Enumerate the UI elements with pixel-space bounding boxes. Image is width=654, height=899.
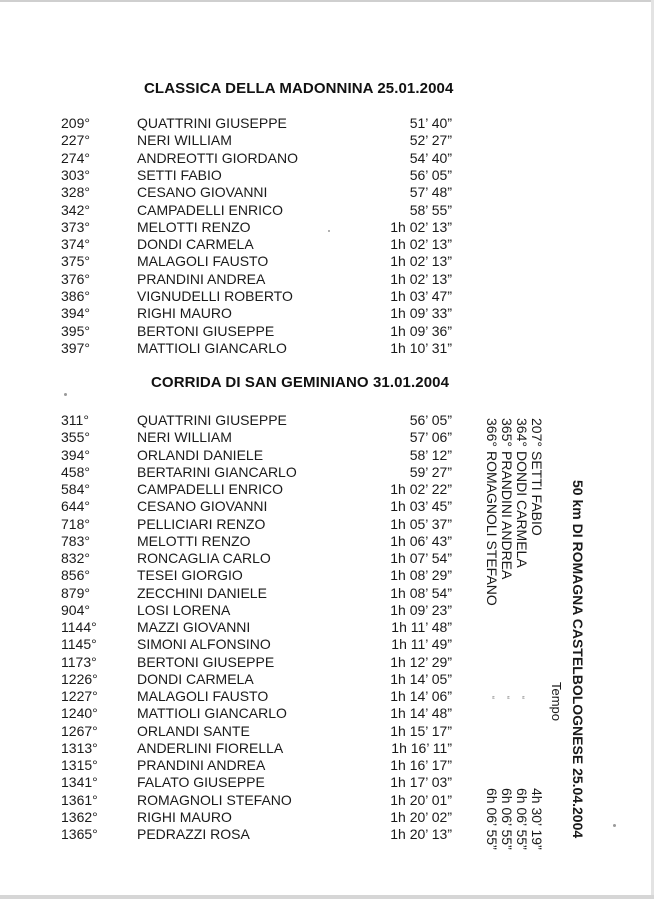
result-name: SIMONI ALFONSINO	[137, 636, 271, 653]
result-time: 1h 02’ 13”	[390, 236, 452, 253]
result-row	[0, 323, 654, 340]
result-time: 1h 20’ 02”	[390, 808, 452, 825]
scan-edge-bottom	[0, 895, 654, 899]
result-time: 1h 05’ 37”	[390, 515, 452, 532]
result-name: CESANO GIOVANNI	[137, 184, 268, 201]
result-name: QUATTRINI GIUSEPPE	[137, 115, 287, 131]
scan-speck	[613, 824, 616, 827]
result-name: NERI WILLIAM	[137, 429, 232, 446]
result-name: MELOTTI RENZO	[137, 532, 251, 549]
result-pos: 386°	[61, 288, 90, 304]
result-time: 1h 11’ 48”	[391, 619, 452, 635]
result-name: MATTIOLI GIANCARLO	[137, 339, 287, 356]
result-time: 1h 08’ 29”	[390, 567, 452, 584]
result-name: LOSI LORENA	[137, 601, 231, 618]
result-name: PRANDINI ANDREA	[499, 451, 515, 580]
result-time: 1h 09’ 36”	[390, 322, 452, 339]
result-time: 1h 03’ 45”	[390, 498, 452, 515]
result-name: VIGNUDELLI ROBERTO	[137, 288, 293, 304]
result-name: DONDI CARMELA	[137, 670, 254, 687]
result-pos: 364°	[514, 418, 530, 447]
result-time: 1h 08’ 54”	[390, 584, 452, 601]
section3-title: 50 km DI ROMAGNA CASTELBOLOGNESE 25.04.2004	[570, 480, 586, 839]
result-row	[0, 150, 654, 167]
result-name: RIGHI MAURO	[137, 808, 232, 825]
result-name: NERI WILLIAM	[137, 132, 232, 149]
scan-edge-top	[0, 0, 654, 2]
result-row	[0, 167, 654, 184]
result-pos: 1227°	[61, 688, 98, 704]
result-time: 57’ 06”	[409, 429, 452, 446]
result-time: 1h 12’ 29”	[390, 653, 452, 670]
result-time: 58’ 55”	[409, 201, 452, 218]
result-time: 1h 02’ 13”	[390, 270, 452, 287]
result-pos: 342°	[61, 201, 90, 218]
result-time: 1h 17’ 03”	[390, 774, 452, 791]
result-pos: 1144°	[61, 619, 97, 635]
result-name: PEDRAZZI ROSA	[137, 826, 250, 842]
result-row	[0, 202, 654, 219]
result-name: RONCAGLIA CARLO	[137, 550, 271, 566]
scan-speck	[328, 230, 330, 232]
section1-title: CLASSICA DELLA MADONNINA 25.01.2004	[144, 80, 454, 97]
result-name: CESANO GIOVANNI	[137, 498, 268, 515]
result-pos: 209°	[61, 115, 90, 131]
result-time: 51’ 40”	[409, 115, 452, 131]
result-pos: 376°	[61, 270, 90, 287]
result-pos: 311°	[61, 412, 89, 428]
section2-title: CORRIDA DI SAN GEMINIANO 31.01.2004	[151, 374, 450, 391]
result-time: 1h 16’ 11”	[391, 739, 452, 756]
result-pos: 856°	[61, 567, 90, 584]
result-pos: 879°	[61, 584, 90, 601]
result-row	[0, 115, 654, 132]
result-row	[0, 288, 654, 305]
result-pos: 365°	[499, 418, 515, 447]
result-pos: 1365°	[61, 826, 98, 842]
result-pos: 1145°	[61, 636, 97, 653]
result-time: 58’ 12”	[409, 446, 452, 463]
result-time: 1h 14’ 05”	[390, 670, 452, 687]
result-name: DONDI CARMELA	[514, 451, 530, 568]
result-row	[0, 219, 654, 236]
result-pos: 644°	[61, 498, 90, 515]
result-time: 1h 20’ 01”	[390, 791, 452, 808]
result-pos: 207°	[529, 418, 545, 447]
result-name: DONDI CARMELA	[137, 236, 254, 253]
result-time: 1h 06’ 43”	[390, 532, 452, 549]
result-pos: 395°	[61, 322, 90, 339]
result-pos: 373°	[61, 218, 90, 235]
result-name: FALATO GIUSEPPE	[137, 774, 265, 791]
result-name: ANDERLINI FIORELLA	[137, 739, 284, 756]
result-time: 59’ 27”	[409, 463, 452, 480]
result-row	[0, 253, 654, 270]
result-pos: 1240°	[61, 705, 98, 722]
result-pos: 328°	[61, 184, 90, 201]
result-time: 4h 30’ 19”	[529, 788, 545, 850]
tempo-label: Tempo	[549, 682, 564, 722]
result-name: QUATTRINI GIUSEPPE	[137, 412, 287, 428]
result-time: 56’ 05”	[409, 166, 452, 183]
result-pos: 1173°	[61, 653, 97, 670]
result-name: ORLANDI SANTE	[137, 722, 250, 739]
result-row	[0, 184, 654, 201]
result-pos: 1341°	[61, 774, 98, 791]
result-pos: 1226°	[61, 670, 98, 687]
result-pos: 584°	[61, 481, 90, 497]
result-time: 6h 06’ 55”	[484, 788, 500, 850]
result-pos: 1362°	[61, 808, 98, 825]
result-name: MAZZI GIOVANNI	[137, 619, 251, 635]
result-time: 1h 03’ 47”	[390, 288, 452, 304]
result-name: CAMPADELLI ENRICO	[137, 201, 283, 218]
result-name: ANDREOTTI GIORDANO	[137, 149, 299, 166]
ditto-mark: “	[516, 696, 526, 699]
result-row	[0, 132, 654, 149]
result-time: 1h 14’ 48”	[390, 705, 452, 722]
result-pos: 1315°	[61, 757, 98, 773]
result-row	[0, 305, 654, 322]
result-time: 1h 02’ 13”	[390, 218, 452, 235]
result-name: PRANDINI ANDREA	[137, 270, 266, 287]
result-pos: 458°	[61, 463, 90, 480]
result-time: 6h 06’ 55”	[499, 788, 515, 850]
result-pos: 397°	[61, 339, 90, 356]
result-time: 1h 07’ 54”	[390, 550, 452, 566]
result-name: BERTARINI GIANCARLO	[137, 463, 297, 480]
result-time: 1h 14’ 06”	[390, 688, 452, 704]
result-pos: 1313°	[61, 739, 98, 756]
result-name: SETTI FABIO	[137, 166, 222, 183]
result-name: RIGHI MAURO	[137, 305, 232, 322]
result-row	[0, 271, 654, 288]
result-name: MATTIOLI GIANCARLO	[137, 705, 287, 722]
result-name: PRANDINI ANDREA	[137, 757, 266, 773]
result-name: SETTI FABIO	[529, 451, 545, 536]
result-time: 1h 02’ 22”	[390, 481, 452, 497]
ditto-mark: “	[501, 696, 511, 699]
result-time: 56’ 05”	[409, 412, 452, 428]
result-pos: 274°	[61, 149, 90, 166]
result-pos: 303°	[61, 166, 90, 183]
result-pos: 355°	[61, 429, 90, 446]
result-pos: 832°	[61, 550, 90, 566]
result-pos: 718°	[61, 515, 90, 532]
result-time: 1h 09’ 33”	[390, 305, 452, 322]
result-pos: 375°	[61, 253, 90, 270]
result-pos: 227°	[61, 132, 90, 149]
result-name: MALAGOLI FAUSTO	[137, 688, 269, 704]
result-time: 1h 02’ 13”	[390, 253, 452, 270]
result-name: MELOTTI RENZO	[137, 218, 251, 235]
result-name: MALAGOLI FAUSTO	[137, 253, 269, 270]
result-time: 6h 06’ 55”	[514, 788, 530, 850]
result-pos: 394°	[61, 305, 90, 322]
scan-speck	[64, 393, 67, 396]
result-name: ROMAGNOLI STEFANO	[484, 451, 500, 606]
result-time: 1h 11’ 49”	[391, 636, 452, 653]
result-pos: 394°	[61, 446, 90, 463]
result-pos: 904°	[61, 601, 90, 618]
result-time: 1h 15’ 17”	[390, 722, 452, 739]
result-name: TESEI GIORGIO	[137, 567, 243, 584]
result-name: ORLANDI DANIELE	[137, 446, 264, 463]
result-name: ROMAGNOLI STEFANO	[137, 791, 292, 808]
result-time: 52’ 27”	[409, 132, 452, 149]
result-name: CAMPADELLI ENRICO	[137, 481, 283, 497]
result-pos: 366°	[484, 418, 500, 447]
result-row	[0, 236, 654, 253]
result-pos: 1361°	[61, 791, 98, 808]
result-time: 1h 16’ 17”	[390, 757, 452, 773]
result-time: 1h 09’ 23”	[390, 601, 452, 618]
result-pos: 374°	[61, 236, 90, 253]
result-row	[0, 340, 654, 357]
result-name: BERTONI GIUSEPPE	[137, 322, 275, 339]
section3-rotated-block	[465, 418, 585, 858]
result-time: 1h 10’ 31”	[390, 339, 452, 356]
result-pos: 1267°	[61, 722, 98, 739]
result-time: 57’ 48”	[409, 184, 452, 201]
result-time: 54’ 40”	[409, 149, 452, 166]
ditto-mark: “	[486, 696, 496, 699]
result-pos: 783°	[61, 532, 90, 549]
result-name: BERTONI GIUSEPPE	[137, 653, 275, 670]
result-name: ZECCHINI DANIELE	[137, 584, 267, 601]
result-name: PELLICIARI RENZO	[137, 515, 266, 532]
result-time: 1h 20’ 13”	[390, 826, 452, 842]
